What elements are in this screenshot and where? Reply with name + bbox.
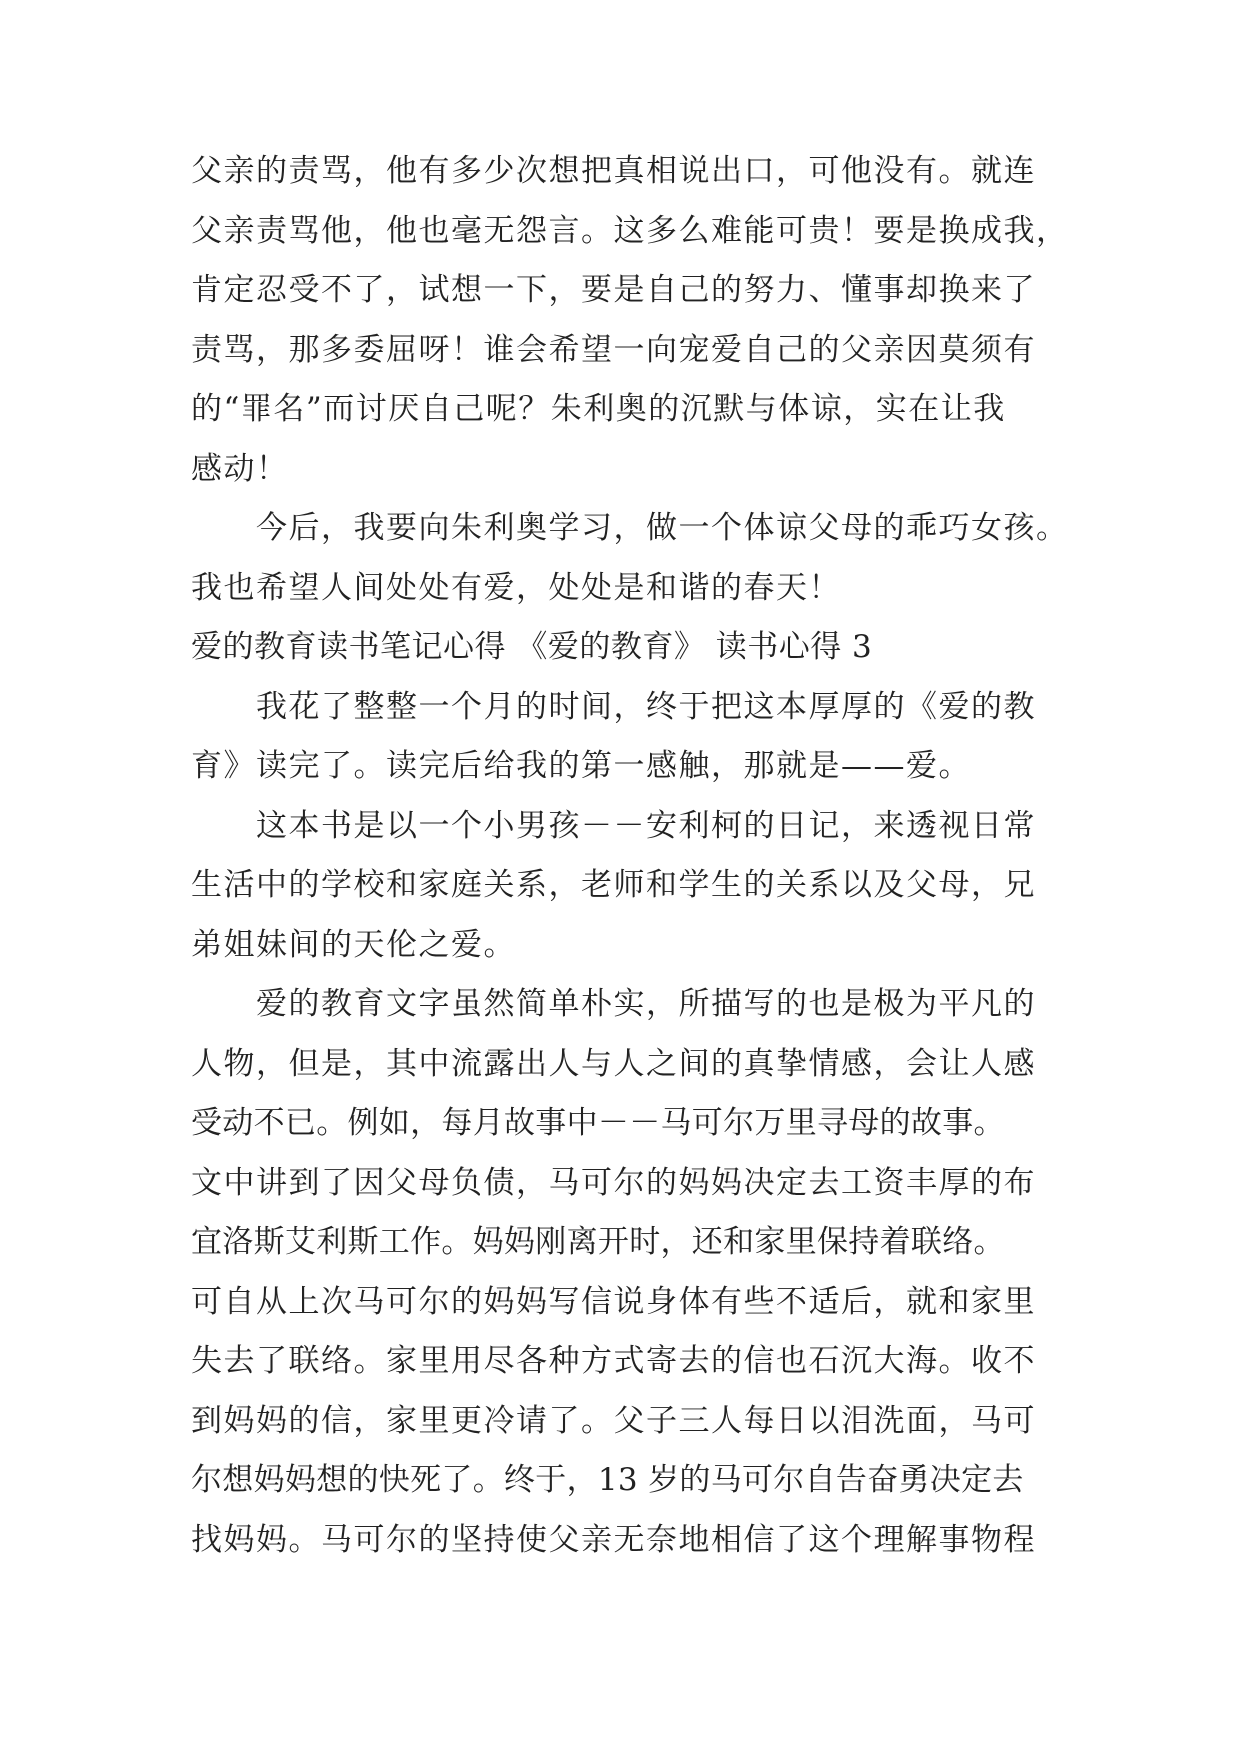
text-line: 生活中的学校和家庭关系，老师和学生的关系以及父母，兄: [191, 867, 1036, 903]
section-heading: 爱的教育读书笔记心得 《爱的教育》 读书心得 3: [191, 629, 873, 665]
paragraph-first-line: 爱的教育文字虽然简单朴实，所描写的也是极为平凡的: [191, 986, 1036, 1022]
text-line: 责骂，那多委屈呀！谁会希望一向宠爱自己的父亲因莫须有: [191, 331, 1036, 368]
text-line: 感动！: [191, 450, 289, 487]
paragraph-first-line: 我花了整整一个月的时间，终于把这本厚厚的《爱的教: [191, 688, 1036, 725]
text-line: 父亲的责骂，他有多少次想把真相说出口，可他没有。就连: [191, 153, 1036, 189]
text-line: 宜洛斯艾利斯工作。妈妈刚离开时，还和家里保持着联络。: [191, 1224, 1005, 1260]
text-line: 人物，但是，其中流露出人与人之间的真挚情感，会让人感: [191, 1045, 1036, 1082]
text-line: 尔想妈妈想的快死了。终于，13 岁的马可尔自告奋勇决定去: [191, 1462, 1024, 1498]
text-line: 弟姐妹间的天伦之爱。: [191, 926, 516, 963]
paragraph-first-line: 这本书是以一个小男孩－－安利柯的日记，来透视日常: [191, 807, 1036, 844]
document-body: [191, 142, 1071, 1570]
text-line: 可自从上次马可尔的妈妈写信说身体有些不适后，就和家里: [191, 1283, 1036, 1320]
text-line: 找妈妈。马可尔的坚持使父亲无奈地相信了这个理解事物程: [191, 1521, 1036, 1558]
text-line: 受动不已。例如，每月故事中－－马可尔万里寻母的故事。: [191, 1105, 1005, 1141]
text-line: 文中讲到了因父母负债，马可尔的妈妈决定去工资丰厚的布: [191, 1164, 1036, 1201]
text-line: 到妈妈的信，家里更冷请了。父子三人每日以泪洗面，马可: [191, 1402, 1036, 1439]
paragraph-first-line: 今后，我要向朱利奥学习，做一个体谅父母的乖巧女孩。: [191, 510, 1069, 546]
text-line: 失去了联络。家里用尽各种方式寄去的信也石沉大海。收不: [191, 1343, 1036, 1379]
text-line: 的“罪名”而讨厌自己呢？朱利奥的沉默与体谅，实在让我: [191, 391, 1006, 427]
text-line: 肯定忍受不了，试想一下，要是自己的努力、懂事却换来了: [191, 272, 1036, 308]
text-line: 父亲责骂他，他也毫无怨言。这多么难能可贵！要是换成我，: [191, 212, 1069, 249]
text-line: 我也希望人间处处有爱，处处是和谐的春天！: [191, 569, 841, 606]
text-line: 育》读完了。读完后给我的第一感触，那就是——爱。: [191, 748, 971, 784]
